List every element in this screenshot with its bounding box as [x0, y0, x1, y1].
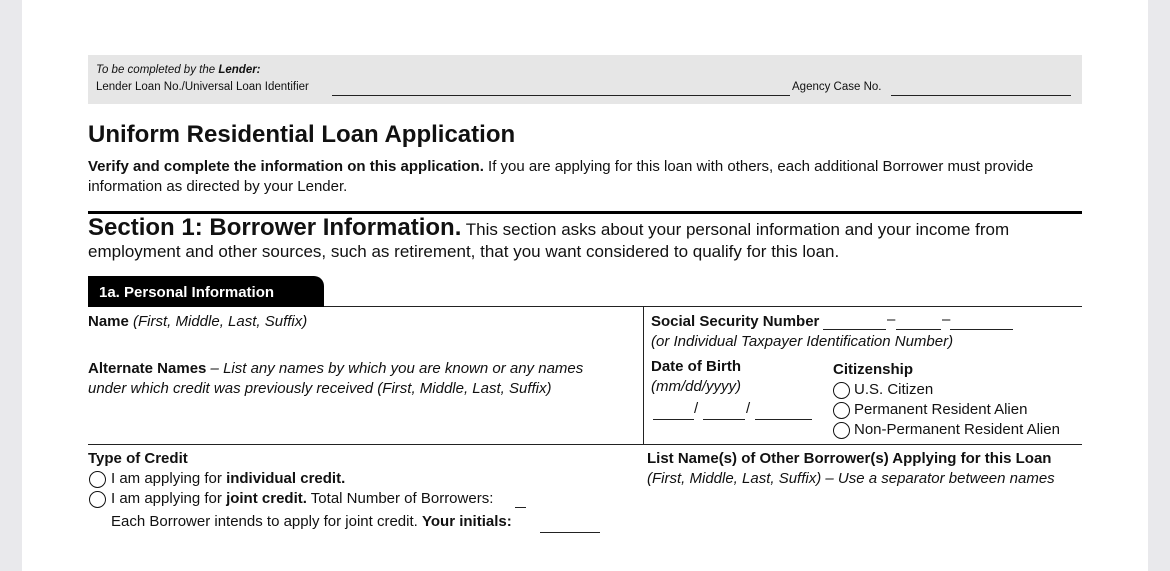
column-divider — [643, 307, 644, 444]
initials-field[interactable] — [540, 532, 600, 533]
ssn-label — [651, 313, 819, 330]
name-input[interactable] — [88, 330, 638, 354]
initials-row — [111, 513, 512, 530]
alt-names-hint-1: – List any names by which you are known or any names — [206, 360, 584, 377]
other-borrowers-label — [647, 450, 1051, 467]
joint-credit-pre: I am applying for — [111, 490, 227, 507]
section1-desc-1: This section asks about your personal information and your income from — [461, 220, 1010, 239]
intro-rest-1: If you are applying for this loan with others, each additional Borrower must provide — [483, 158, 1034, 175]
lender-bar-heading — [96, 64, 261, 76]
ssn-sep-2: – — [942, 311, 951, 328]
ssn-part-3[interactable] — [950, 329, 1013, 330]
ssn-part-2[interactable] — [896, 329, 941, 330]
alt-names-row-1 — [88, 360, 583, 377]
other-borrowers-label-text: List Name(s) of Other Borrower(s) Applying for this Loan — [647, 450, 1052, 467]
section1-heading-line1 — [88, 214, 1009, 242]
tab-rule — [324, 306, 1082, 307]
option-permanent-resident: Permanent Resident Alien — [854, 401, 1028, 418]
dob-year[interactable] — [755, 419, 812, 420]
radio-permanent-resident[interactable] — [833, 402, 850, 419]
dob-day[interactable] — [703, 419, 745, 420]
name-hint: (First, Middle, Last, Suffix) — [128, 313, 308, 330]
dob-label-text: Date of Birth — [651, 358, 741, 375]
row-divider — [88, 444, 1082, 445]
option-individual-credit — [111, 470, 345, 487]
section1-title: Section 1: Borrower Information. — [88, 214, 462, 241]
lender-bar-lender-bold: Lender: — [218, 64, 261, 76]
case-no-field[interactable] — [891, 95, 1071, 96]
dob-sep-2: / — [746, 400, 751, 417]
name-label-row — [88, 313, 307, 330]
dob-sep-1: / — [694, 400, 699, 417]
dob-month[interactable] — [653, 419, 694, 420]
other-borrowers-hint: (First, Middle, Last, Suffix) – Use a separator between names — [647, 470, 1055, 487]
radio-non-permanent-resident[interactable] — [833, 422, 850, 439]
total-borrowers-field[interactable] — [515, 507, 526, 508]
total-borrowers-label: Total Number of Borrowers: — [306, 490, 494, 507]
section1-desc-2: employment and other sources, such as retirement, that you want considered to qualify for this loan. — [88, 242, 840, 261]
alt-names-input[interactable] — [88, 400, 638, 440]
form-page — [22, 0, 1148, 571]
loan-no-label: Lender Loan No./Universal Loan Identifier — [96, 81, 309, 93]
credit-type-label-text: Type of Credit — [88, 450, 188, 467]
option-joint-credit — [111, 490, 493, 507]
initials-pre: Each Borrower intends to apply for joint credit. — [111, 513, 422, 530]
option-us-citizen: U.S. Citizen — [854, 381, 934, 398]
joint-credit-bold: joint credit. — [226, 490, 307, 507]
dob-label — [651, 358, 741, 375]
ssn-label-text: Social Security Number — [651, 313, 820, 330]
tab-personal-information: 1a. Personal Information — [88, 276, 324, 307]
individual-credit-pre: I am applying for — [111, 470, 227, 487]
name-label: Name — [88, 313, 129, 330]
intro-line-2: information as directed by your Lender. — [88, 178, 348, 195]
lender-bar-prefix: To be completed by the — [96, 64, 216, 76]
ssn-sep-1: – — [887, 311, 896, 328]
citizenship-label-text: Citizenship — [833, 361, 914, 378]
loan-no-field[interactable] — [332, 95, 790, 96]
citizenship-label — [833, 361, 913, 378]
other-borrowers-input[interactable] — [647, 490, 1082, 535]
intro-line-1 — [88, 158, 1033, 175]
initials-bold: Your initials: — [422, 513, 512, 530]
dob-hint: (mm/dd/yyyy) — [651, 378, 741, 395]
intro-bold: Verify and complete the information on this application. — [88, 158, 484, 175]
ssn-hint: (or Individual Taxpayer Identification Number) — [651, 333, 954, 350]
case-no-label: Agency Case No. — [792, 81, 882, 93]
alt-names-label: Alternate Names — [88, 360, 207, 377]
lender-info-bar — [88, 55, 1082, 104]
radio-individual-credit[interactable] — [89, 471, 106, 488]
individual-credit-bold: individual credit. — [226, 470, 346, 487]
ssn-part-1[interactable] — [823, 329, 886, 330]
option-non-permanent-resident: Non-Permanent Resident Alien — [854, 421, 1060, 438]
alt-names-hint-2: under which credit was previously received (First, Middle, Last, Suffix) — [88, 380, 552, 397]
radio-us-citizen[interactable] — [833, 382, 850, 399]
credit-type-label — [88, 450, 188, 467]
radio-joint-credit[interactable] — [89, 491, 106, 508]
form-title: Uniform Residential Loan Application — [88, 121, 516, 148]
